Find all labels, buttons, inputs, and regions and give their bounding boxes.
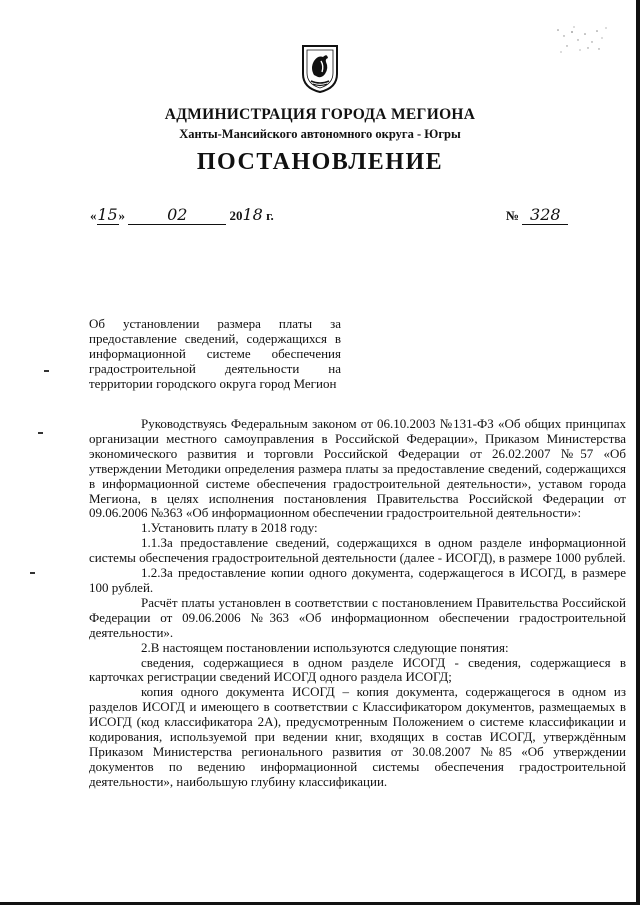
number-label: №: [506, 208, 520, 223]
scan-noise-icon: [552, 22, 612, 62]
body-paragraph-item-2: 2.В настоящем постановлении используются следующие понятия:: [141, 639, 509, 655]
date-close-quote: »: [118, 208, 125, 223]
document-body: [89, 417, 626, 790]
date-month: 02: [128, 205, 226, 225]
document-date: [90, 205, 274, 225]
document-subject: Об установлении размера платы за предоставление сведений, содержащихся в информационной системе обеспечения градостроительной деятельности на территории городского округа город Мегион: [89, 316, 341, 392]
body-paragraph-item-1-2: 1.2.За предоставление копии одного документа, содержащегося в ИСОГД, в размере 100 рублей.: [89, 565, 626, 595]
date-open-quote: «: [90, 208, 97, 223]
body-paragraph-calculation: Расчёт платы установлен в соответствии с постановлением Правительства Российской Федерации от 09.06.2006 №363 «Об информационном обеспечении градостроительной деятельности».: [89, 594, 626, 640]
document-number: [506, 205, 568, 225]
org-name: АДМИНИСТРАЦИЯ ГОРОДА МЕГИОНА: [164, 106, 476, 123]
body-paragraph-item-1-1: 1.1.За предоставление сведений, содержащихся в одном разделе информационной системы обеспечения градостроительной деятельности (далее - ИСОГД), в размере 1000 рублей.: [89, 535, 626, 566]
scan-margin-mark: [44, 370, 49, 372]
org-region: Ханты-Мансийского автономного округа - Югры: [179, 127, 461, 141]
date-year-unit: г.: [266, 208, 274, 223]
date-year-prefix: 20: [229, 208, 243, 223]
scan-margin-mark: [38, 432, 43, 434]
body-paragraph-preamble: Руководствуясь Федеральным законом от 06.10.2003 №131-ФЗ «Об общих принципах организации местного самоуправления в Российской Федерации», Приказом Министерства экономического развития и торговли Российской Федерации от 26.02.2007 №57 «Об утверждении Методики определения размера платы за предоставление сведений, содержащихся в информационной системе обеспечения градостроительной деятельности», уставом города Мегиона, в целях исполнения постановления Правительства Российской Федерации от 09.06.2006 №363 «Об информационном обеспечении градостроительной деятельности»:: [89, 416, 626, 521]
date-year-suffix: 18: [242, 205, 263, 224]
number-value: 328: [522, 205, 568, 225]
date-day: 15: [97, 205, 118, 224]
body-paragraph-definition-1: сведения, содержащиеся в одном разделе ИСОГД - сведения, содержащиеся в карточках регистрации сведений ИСОГД одного раздела ИСОГД;: [89, 654, 626, 685]
city-coat-of-arms-icon: [301, 44, 339, 94]
scan-margin-mark: [30, 572, 35, 574]
document-type-title: ПОСТАНОВЛЕНИЕ: [196, 149, 444, 175]
body-paragraph-definition-2: копия одного документа ИСОГД – копия документа, содержащегося в одном из разделов ИСОГД и имеющего в соответствии с Классификатором документов, размещаемых в ИСОГД (код классификатора 2А), предусмотренным Положением о системе классификации и кодирования, используемой при ведении книг, входящих в состав ИСОГД, утверждённым Приказом Министерства регионального развития от 30.08.2007 №85 «Об утверждении документов по ведению информационной системы обеспечения градостроительной деятельности», наибольшую глубину классификации.: [89, 684, 626, 789]
body-paragraph-item-1: 1.Установить плату в 2018 году:: [141, 520, 318, 536]
